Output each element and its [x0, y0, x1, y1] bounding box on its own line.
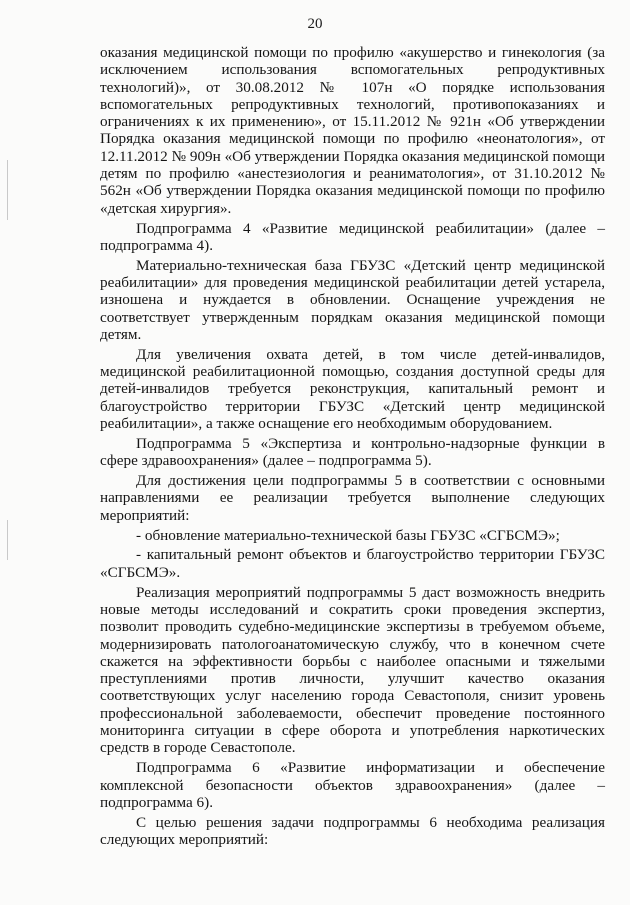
paragraph: С целью решения задачи подпрограммы 6 необходима реализация следующих мероприятий:: [100, 813, 605, 848]
scan-edge-mark: [7, 160, 8, 220]
scan-edge-mark: [7, 520, 8, 560]
paragraph: Для увеличения охвата детей, в том числе детей-инвалидов, медицинской реабилитационной помощью, создания доступной среды для детей-инвалидов требуется реконструкция, капитальный ремонт и благоустройство территории ГБУЗС «Детский центр медицинской реабилитации», а также оснащение его необходимым оборудованием.: [100, 345, 605, 433]
list-item: - обновление материально-технической базы ГБУЗС «СГБСМЭ»;: [136, 526, 560, 544]
paragraph-continuation: оказания медицинской помощи по профилю «акушерство и гинекология (за исключением использования вспомогательных репродуктивных технологий)», от 30.08.2012 № 107н «О порядке использования вспомогательных репродуктивных технологий, противопоказаниях и ограничениях к их применению», от 15.11.2012 № 921н «Об утверждении Порядка оказания медицинской помощи по профилю «неонатология», от 12.11.2012 № 909н «Об утверждении Порядка оказания медицинской помощи детям по профилю «анестезиология и реаниматология», от 31.10.2012 № 562н «Об утверждении Порядка оказания медицинской помощи по профилю «детская хирургия».: [100, 44, 605, 217]
paragraph-subprogram-6-heading: Подпрограмма 6 «Развитие информатизации и обеспечение комплексной безопасности объектов здравоохранения» (далее – подпрограмма 6).: [100, 759, 605, 811]
paragraph: Для достижения цели подпрограммы 5 в соответствии с основными направлениями ее реализации требуется выполнение следующих мероприятий:: [100, 472, 605, 524]
list-item: - капитальный ремонт объектов и благоустройство территории ГБУЗС «СГБСМЭ».: [100, 546, 605, 581]
paragraph-subprogram-5-heading: Подпрограмма 5 «Экспертиза и контрольно-надзорные функции в сфере здравоохранения» (далее – подпрограмма 5).: [100, 434, 605, 470]
paragraph: Реализация мероприятий подпрограммы 5 даст возможность внедрить новые методы исследований и сократить сроки проведения экспертиз, позволит проводить судебно-медицинские экспертизы в требуемом объеме, модернизировать патологоанатомическую службу, что в конечном счете скажется на эффективности борьбы с наиболее опасными и тяжелыми преступлениями против личности, улучшит качество оказания соответствующих услуг населению города Севастополя, снизит уровень профессиональной заболеваемости, обеспечит проведение постоянного мониторинга ситуации в сфере оборота и употребления наркотических средств в городе Севастополе.: [100, 583, 605, 757]
document-body: [100, 44, 605, 851]
paragraph-subprogram-4-heading: Подпрограмма 4 «Развитие медицинской реабилитации» (далее – подпрограмма 4).: [100, 219, 605, 254]
page-number: 20: [307, 16, 323, 32]
paragraph: Материально-техническая база ГБУЗС «Детский центр медицинской реабилитации» для проведения медицинской реабилитации детей устарела, изношена и нуждается в обновлении. Оснащение учреждения не соответствует утвержденным порядкам оказания медицинской помощи детям.: [100, 256, 605, 343]
